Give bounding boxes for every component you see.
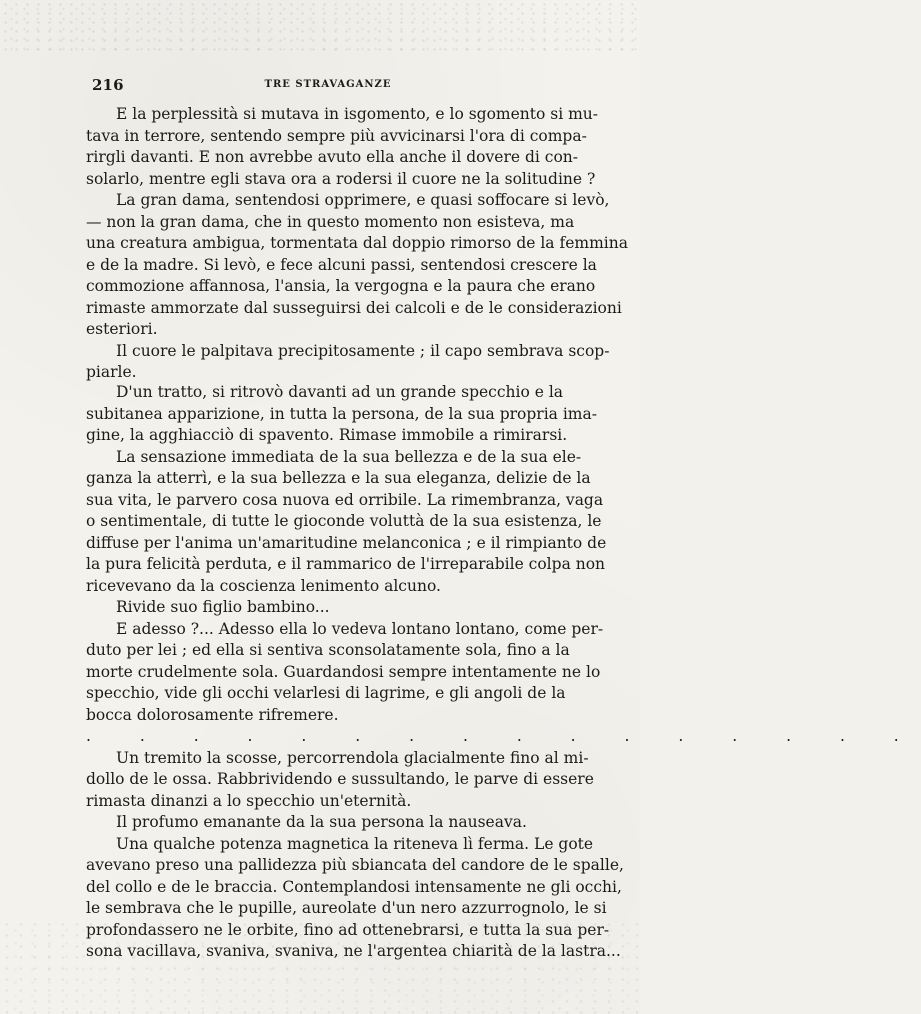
text-line: E adesso ?... Adesso ella lo vedeva lontano lontano, come per- (116, 619, 604, 638)
text-line: del collo e de le braccia. Contemplandosi intensamente ne gli occhi, (86, 877, 622, 896)
page-top-texture (0, 0, 640, 56)
text-line: Una qualche potenza magnetica la riteneva lì ferma. Le gote (116, 834, 594, 853)
text-line: Il profumo emanante da la sua persona la nauseava. (116, 813, 527, 831)
text-line: commozione affannosa, l'ansia, la vergogna e la paura che erano (86, 277, 596, 295)
text-block-middle (86, 382, 921, 963)
text-line: specchio, vide gli occhi velarlesi di lagrime, e gli angoli de la (86, 684, 566, 702)
text-line: la pura felicità perduta, e il rammarico de l'irreparabile colpa non (86, 555, 606, 573)
text-line: diffuse per l'anima un'amaritudine melanconica ; e il rimpianto de (86, 533, 607, 552)
text-line: ganza la atterrì, e la sua bellezza e la sua eleganza, delizie de la (86, 469, 591, 487)
text-line: avevano preso una pallidezza più sbiancata del candore de le spalle, (86, 856, 624, 874)
page-number: 216 (92, 76, 124, 94)
text-line: Rivide suo figlio bambino... (116, 598, 330, 616)
text-line: una creatura ambigua, tormentata dal doppio rimorso de la femmina (86, 234, 628, 252)
page-header (92, 76, 564, 96)
text-line: sona vacillava, svaniva, svaniva, ne l'argentea chiarità de la lastra... (86, 942, 621, 960)
text-line: rirgli davanti. E non avrebbe avuto ella anche il dovere di con- (86, 148, 578, 166)
text-line: tava in terrore, sentendo sempre più avvicinarsi l'ora di compa- (86, 126, 587, 145)
text-line: duto per lei ; ed ella si sentiva sconsolatamente sola, fino a la (86, 641, 570, 659)
running-head: TRE STRAVAGANZE (264, 79, 392, 90)
text-line: subitanea apparizione, in tutta la persona, de la sua propria ima- (86, 404, 597, 423)
text-line: ricevevano da la coscienza lenimento alcuno. (86, 576, 441, 595)
text-line: morte crudelmente sola. Guardandosi sempre intentamente ne lo (86, 662, 601, 681)
text-line: rimaste ammorzate dal susseguirsi dei calcoli e de le considerazioni (86, 298, 622, 317)
text-line: piarle. (86, 363, 137, 381)
text-line: — non la gran dama, che in questo momento non esisteva, ma (86, 212, 575, 231)
text-line: rimasta dinanzi a lo specchio un'eternità. (86, 791, 412, 810)
text-line: Il cuore le palpitava precipitosamente ; il capo sembrava scop- (116, 341, 610, 360)
text-line: La sensazione immediata de la sua bellezza e de la sua ele- (116, 447, 582, 466)
text-line: bocca dolorosamente rifremere. (86, 705, 339, 724)
text-line: solarlo, mentre egli stava ora a rodersi il cuore ne la solitudine ? (86, 169, 596, 188)
text-line: profondassero ne le orbite, fino ad ottenebrarsi, e tutta la sua per- (86, 920, 610, 939)
text-line: La gran dama, sentendosi opprimere, e quasi soffocare si levò, (116, 191, 610, 209)
text-block-upper (86, 104, 628, 384)
text-line: le sembrava che le pupille, aureolate d'un nero azzurrognolo, le si (86, 899, 607, 917)
text-line: Un tremito la scosse, percorrendola glacialmente fino al mi- (116, 748, 589, 767)
text-line: D'un tratto, si ritrovò davanti ad un grande specchio e la (116, 383, 564, 401)
text-line: esteriori. (86, 320, 158, 338)
text-line: gine, la agghiacciò di spavento. Rimase immobile a rimirarsi. (86, 426, 568, 444)
text-line: E la perplessità si mutava in isgomento, e lo sgomento si mu- (116, 105, 599, 123)
text-line: e de la madre. Si levò, e fece alcuni passi, sentendosi crescere la (86, 255, 597, 274)
ellipsis-separator: . . . . . . . . . . . . . . . . (86, 727, 921, 745)
text-line: o sentimentale, di tutte le gioconde voluttà de la sua esistenza, le (86, 512, 602, 530)
text-line: sua vita, le parvero cosa nuova ed orribile. La rimembranza, vaga (86, 490, 604, 509)
text-line: dollo de le ossa. Rabbrividendo e sussultando, le parve di essere (86, 770, 594, 788)
